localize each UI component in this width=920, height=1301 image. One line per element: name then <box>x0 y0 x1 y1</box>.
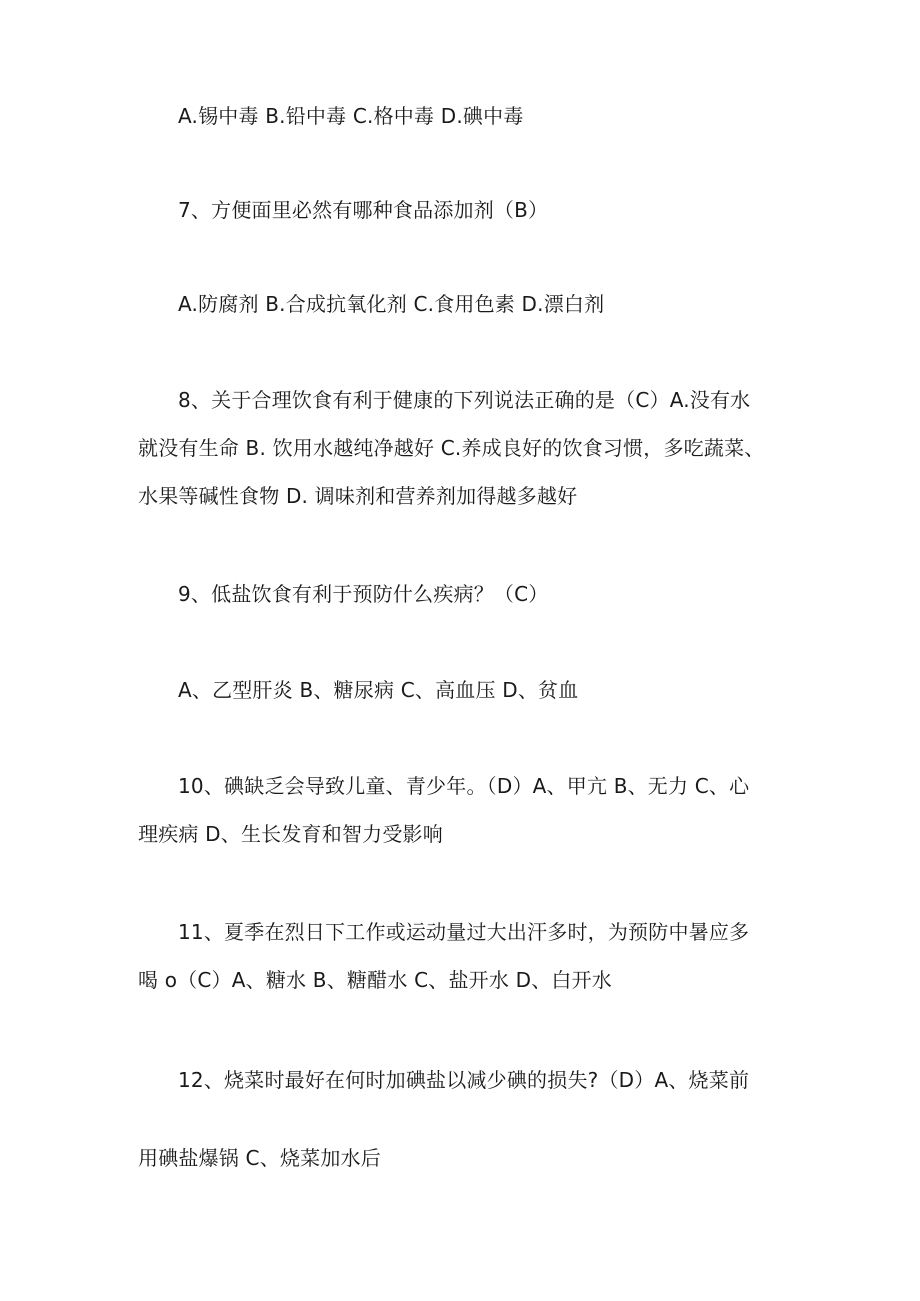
q12-line-2: 用碘盐爆锅 C、烧菜加水后 <box>138 1146 381 1170</box>
q9-options: A、乙型肝炎 B、糖尿病 C、高血压 D、贫血 <box>178 678 579 702</box>
q12-line-1: 12、烧菜时最好在何时加碘盐以减少碘的损失?（D）A、烧菜前 <box>178 1068 750 1092</box>
q6-options: A.锡中毒 B.铅中毒 C.格中毒 D.碘中毒 <box>178 104 524 128</box>
q8-line-3: 水果等碱性食物 D. 调味剂和营养剂加得越多越好 <box>138 484 578 508</box>
q8-line-2: 就没有生命 B. 饮用水越纯净越好 C.养成良好的饮食习惯，多吃蔬菜、 <box>138 436 765 460</box>
q9-question: 9、低盐饮食有利于预防什么疾病？（C） <box>178 582 549 606</box>
q11-line-1: 11、夏季在烈日下工作或运动量过大出汗多时，为预防中暑应多 <box>178 920 750 944</box>
q7-options: A.防腐剂 B.合成抗氧化剂 C.食用色素 D.漂白剂 <box>178 292 605 316</box>
q7-question: 7、方便面里必然有哪种食品添加剂（B） <box>178 198 549 222</box>
q11-line-2: 喝 o（C）A、糖水 B、糖醋水 C、盐开水 D、白开水 <box>138 968 612 992</box>
q8-line-1: 8、关于合理饮食有利于健康的下列说法正确的是（C）A.没有水 <box>178 388 751 412</box>
q10-line-1: 10、碘缺乏会导致儿童、青少年。（D）A、甲亢 B、无力 C、心 <box>178 774 750 798</box>
q10-line-2: 理疾病 D、生长发育和智力受影响 <box>138 822 443 846</box>
